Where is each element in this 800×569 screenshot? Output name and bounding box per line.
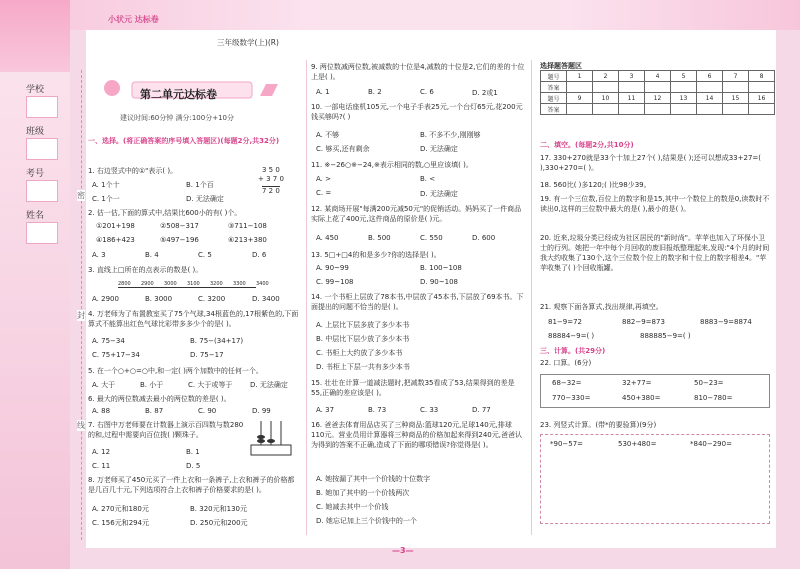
question: 6. 最大的两位数减去最小的两位数的差是( )。 <box>88 395 231 403</box>
table-cell: 5 <box>671 71 697 82</box>
option: B. 小于 <box>140 381 164 389</box>
option: B. 87 <box>145 407 164 415</box>
table-row <box>541 71 775 82</box>
option: D. 无法确定 <box>186 195 224 203</box>
option: A. 大于 <box>92 381 116 389</box>
option: D. 250元和200元 <box>190 519 248 527</box>
question: 17. 330+270就是33个十加上27个( ),结果是( );还可以想成33+27=( ),330+270=( )。 <box>540 154 761 173</box>
table-row <box>541 82 775 93</box>
option: A. 不够 <box>316 131 340 139</box>
option: A. > <box>316 175 331 183</box>
answer-cell[interactable] <box>567 82 593 93</box>
option: C. = <box>316 189 332 197</box>
question: 22. 口算。(6分) <box>540 359 592 367</box>
answer-table <box>540 70 775 115</box>
option: C. 33 <box>420 406 439 414</box>
option: A. 90~99 <box>316 264 349 272</box>
expr: 32+77= <box>622 379 652 387</box>
answer-cell[interactable] <box>645 104 671 115</box>
tick-label: 3000 <box>164 281 177 287</box>
option: A. 2900 <box>92 295 119 303</box>
question: 18. 560比( )多120;( )比98少39。 <box>540 181 651 189</box>
answer-cell[interactable] <box>697 104 723 115</box>
table-cell: 3 <box>619 71 645 82</box>
option: D. 无法确定 <box>420 190 458 198</box>
answer-cell[interactable] <box>619 82 645 93</box>
answer-area-label: 选择题答题区 <box>540 62 582 70</box>
section-heading: 二、填空。(每题2分,共10分) <box>540 141 634 149</box>
table-cell: 15 <box>723 93 749 104</box>
vertical-sum: + 3 7 0 <box>258 175 284 183</box>
question: 19. 有一个三位数,百位上的数字和是15,其中一个数位上的数是0,读数时不读出0,这样的三位数中最大的是( ),最小的是( )。 <box>540 195 770 214</box>
option: A. 88 <box>92 407 111 415</box>
option: B. 不多不少,刚刚够 <box>420 131 481 139</box>
table-cell: 16 <box>749 93 775 104</box>
question: 10. 一部电话座机105元,一个电子手表25元,一个台灯65元,花200元钱买够吗?( ) <box>311 103 523 122</box>
answer-cell[interactable] <box>593 82 619 93</box>
option: D. 2或1 <box>472 89 498 97</box>
question: 20. 近来,垃圾分类已经成为社区居民的"新时尚"。苹苹也加入了环保小卫士的行列。她把一年中每个月回收的废旧报纸整理起来,发现:"4个月的时间我大约收集了130个,这个三位数个位上的数字和十位上的数字相差4。"苹苹收集了( )个回收瓶罐。 <box>540 234 770 273</box>
question: 1. 右边竖式中的①"表示( )。 <box>88 167 178 175</box>
table-cell: 6 <box>697 71 723 82</box>
question: 8. 万老师买了450元买了一件上衣和一条裤子,上衣和裤子的价格都是几百几十元,下列选项符合上衣和裤子价格要求的是( )。 <box>88 476 295 495</box>
question: 23. 列竖式计算。(带*的要验算)(9分) <box>540 421 657 429</box>
option: C. 550 <box>420 234 443 242</box>
school-field[interactable] <box>26 96 58 118</box>
answer-cell[interactable] <box>749 82 775 93</box>
page-title: 第二单元达标卷 <box>140 88 217 101</box>
option: A. 12 <box>92 448 111 456</box>
option: C. 大于或等于 <box>188 381 233 389</box>
vertical-sum: 3 5 0 <box>262 166 280 174</box>
option: D. 3400 <box>252 295 280 303</box>
tick-label: 3400 <box>256 281 269 287</box>
brand-logo: 小状元 达标卷 <box>108 15 159 24</box>
option: D. 书柜上下层一共有多少本书 <box>316 363 410 371</box>
option: C. 99~108 <box>316 278 354 286</box>
expr: 770−330= <box>552 394 591 402</box>
table-cell: 14 <box>697 93 723 104</box>
option: A. 1 <box>316 88 330 96</box>
question: 4. 万老师为了布置教室买了75个气球,34根蓝色的,17根紫色的,下面算式不能算出红色气球比彩带多多少个的是( )。 <box>88 310 299 329</box>
option: A. 1个十 <box>92 181 120 189</box>
expr: ⑤497−196 <box>160 236 199 244</box>
answer-cell[interactable] <box>645 82 671 93</box>
answer-cell[interactable] <box>619 104 645 115</box>
question: 11. ※−26○※−24,※表示相同的数,○里应该填( )。 <box>311 161 473 169</box>
tick-label: 3200 <box>210 281 223 287</box>
option: B. 中层比下层少放了多少本书 <box>316 335 410 343</box>
expr: 882−9=873 <box>622 318 665 326</box>
option: B. < <box>420 175 436 183</box>
option: B. 500 <box>368 234 391 242</box>
question: 21. 观察下面各算式,找出规律,再填空。 <box>540 303 663 311</box>
expr: 81−9=72 <box>548 318 582 326</box>
option: B. 100~108 <box>420 264 462 272</box>
answer-cell[interactable] <box>671 104 697 115</box>
cut-mark: 封 <box>77 311 85 320</box>
table-cell: 答案 <box>541 104 567 115</box>
time-score: 建议时间:60分钟 满分:100分+10分 <box>120 114 234 122</box>
cut-line <box>81 70 82 540</box>
table-cell: 2 <box>593 71 619 82</box>
class-label: 班级 <box>26 127 45 137</box>
option: D. 无法确定 <box>420 145 458 153</box>
question: 13. 5□+□4的和是多少?你的选择是( )。 <box>311 251 441 259</box>
castle-decoration <box>0 0 70 72</box>
table-cell: 9 <box>567 93 593 104</box>
option: D. 6 <box>252 251 267 259</box>
option: A. 75−34 <box>92 337 125 345</box>
section-heading: 三、计算。(共29分) <box>540 347 606 355</box>
option: C. 11 <box>92 462 111 470</box>
option: A. 37 <box>316 406 335 414</box>
question: 15. 壮壮在计算一道减法题时,把减数35看成了53,结果得到的差是55,正确的差应该是( )。 <box>311 379 515 398</box>
expr: *840−290= <box>690 440 732 448</box>
expr: 50−23= <box>694 379 724 387</box>
name-label: 姓名 <box>26 211 45 221</box>
table-cell: 8 <box>749 71 775 82</box>
cut-mark: 线 <box>77 421 85 430</box>
vertical-sum: 7 2 0 <box>262 187 280 195</box>
answer-cell[interactable] <box>671 82 697 93</box>
expr: 68−32= <box>552 379 582 387</box>
option: D. 无法确定 <box>250 381 288 389</box>
section-heading: 一、选择。(将正确答案的序号填入答题区)(每题2分,共32分) <box>88 137 280 145</box>
option: D. 75−17 <box>190 351 224 359</box>
table-cell: 7 <box>723 71 749 82</box>
subject-label: 三年级数学(上)(R) <box>217 38 279 47</box>
table-cell: 4 <box>645 71 671 82</box>
option: A. 270元和180元 <box>92 505 149 513</box>
answer-cell[interactable] <box>567 104 593 115</box>
table-cell: 11 <box>619 93 645 104</box>
cut-mark: 密 <box>77 191 85 200</box>
option: D. 77 <box>472 406 491 414</box>
id-label: 考号 <box>26 169 45 179</box>
table-cell: 12 <box>645 93 671 104</box>
table-cell: 13 <box>671 93 697 104</box>
expr: 88884−9=( ) <box>548 332 595 340</box>
expr: *90−57= <box>550 440 584 448</box>
abacus-illustration <box>249 417 293 457</box>
option: C. 她减去其中一个价钱 <box>316 503 389 511</box>
option: D. 99 <box>252 407 271 415</box>
table-cell: 答案 <box>541 82 567 93</box>
table-cell: 题号 <box>541 93 567 104</box>
option: B. 1个百 <box>186 181 214 189</box>
question: 3. 直线上□所在的点表示的数是( )。 <box>88 266 203 274</box>
expr: ③711−108 <box>228 222 267 230</box>
question: 9. 两位数减两位数,被减数的十位是4,减数的十位是2,它们的差的十位上是( )。 <box>311 63 525 82</box>
option: D. 她忘记加上三个价钱中的一个 <box>316 517 417 525</box>
option: C. 6 <box>420 88 434 96</box>
option: D. 5 <box>186 462 201 470</box>
option: B. 75−(34+17) <box>190 337 244 345</box>
option: C. 够买,还有剩余 <box>316 145 370 153</box>
answer-cell[interactable] <box>697 82 723 93</box>
tick-label: 3300 <box>233 281 246 287</box>
id-field[interactable] <box>26 180 58 202</box>
option: B. 1 <box>186 448 200 456</box>
expr: ①201+198 <box>96 222 135 230</box>
option: C. 5 <box>198 251 212 259</box>
option: D. 90~108 <box>420 278 458 286</box>
page-number: —3— <box>392 546 414 555</box>
expr: 810−780= <box>694 394 733 402</box>
answer-cell[interactable] <box>723 82 749 93</box>
answer-cell[interactable] <box>593 104 619 115</box>
option: A. 她按漏了其中一个价钱的十位数字 <box>316 475 431 483</box>
option: C. 156元和294元 <box>92 519 150 527</box>
expr: ④186+423 <box>96 236 135 244</box>
question: 14. 一个书柜上层放了78本书,中层放了45本书,下层放了69本书。下面提出的问题不恰当的是( )。 <box>311 293 524 312</box>
table-row <box>541 93 775 104</box>
question: 12. 某商场开展"每满200元减50元"的促销活动。妈妈买了一件商品实际上花了400元,这件商品的原价是( )元。 <box>311 205 522 224</box>
option: C. 3200 <box>198 295 226 303</box>
option: C. 90 <box>198 407 217 415</box>
column-divider <box>306 60 307 535</box>
expr: 530+480= <box>618 440 657 448</box>
tick-label: 2900 <box>141 281 154 287</box>
option: B. 3000 <box>145 295 173 303</box>
expr: 450+380= <box>622 394 661 402</box>
option: A. 上层比下层多放了多少本书 <box>316 321 410 329</box>
expr: ②508−317 <box>160 222 199 230</box>
option: B. 320元和130元 <box>190 505 247 513</box>
table-cell: 1 <box>567 71 593 82</box>
question: 2. 估一估,下面的算式中,结果比600小的有( )个。 <box>88 209 242 217</box>
tick-label: 3100 <box>187 281 200 287</box>
question: 7. 右图中万老师要在计数器上演示百四数与数280的和,过程中需要向百位拨( )颗珠子。 <box>88 421 244 440</box>
school-label: 学校 <box>26 85 45 95</box>
tick-label: 2800 <box>118 281 131 287</box>
name-field[interactable] <box>26 222 58 244</box>
option: A. 450 <box>316 234 339 242</box>
table-row <box>541 104 775 115</box>
table-cell: 10 <box>593 93 619 104</box>
answer-cell[interactable] <box>723 104 749 115</box>
option: B. 她加了其中的一个价钱两次 <box>316 489 410 497</box>
expr: 888885−9=( ) <box>640 332 691 340</box>
option: D. 600 <box>472 234 496 242</box>
table-cell: 题号 <box>541 71 567 82</box>
option: C. 书柜上大约放了多少本书 <box>316 349 403 357</box>
question: 16. 爸爸去体育用品店买了三种商品:篮球120元,足球140元,排球110元。营业员用计算器将三种商品的价格加起来得到240元,爸爸认为得到的答案不正确,造成了下面的哪项错误?你觉得是( )。 <box>311 421 522 450</box>
option: B. 73 <box>368 406 387 414</box>
option: C. 75+17−34 <box>92 351 140 359</box>
column-divider <box>531 60 532 535</box>
answer-cell[interactable] <box>749 104 775 115</box>
option: C. 1个一 <box>92 195 120 203</box>
class-field[interactable] <box>26 138 58 160</box>
expr: ⑥213+380 <box>228 236 267 244</box>
expr: 8883−9=8874 <box>700 318 752 326</box>
option: B. 2 <box>368 88 382 96</box>
question: 5. 在一个○+○=○中,和一定( )两个加数中的任何一个。 <box>88 367 263 375</box>
option: A. 3 <box>92 251 106 259</box>
option: B. 4 <box>145 251 159 259</box>
